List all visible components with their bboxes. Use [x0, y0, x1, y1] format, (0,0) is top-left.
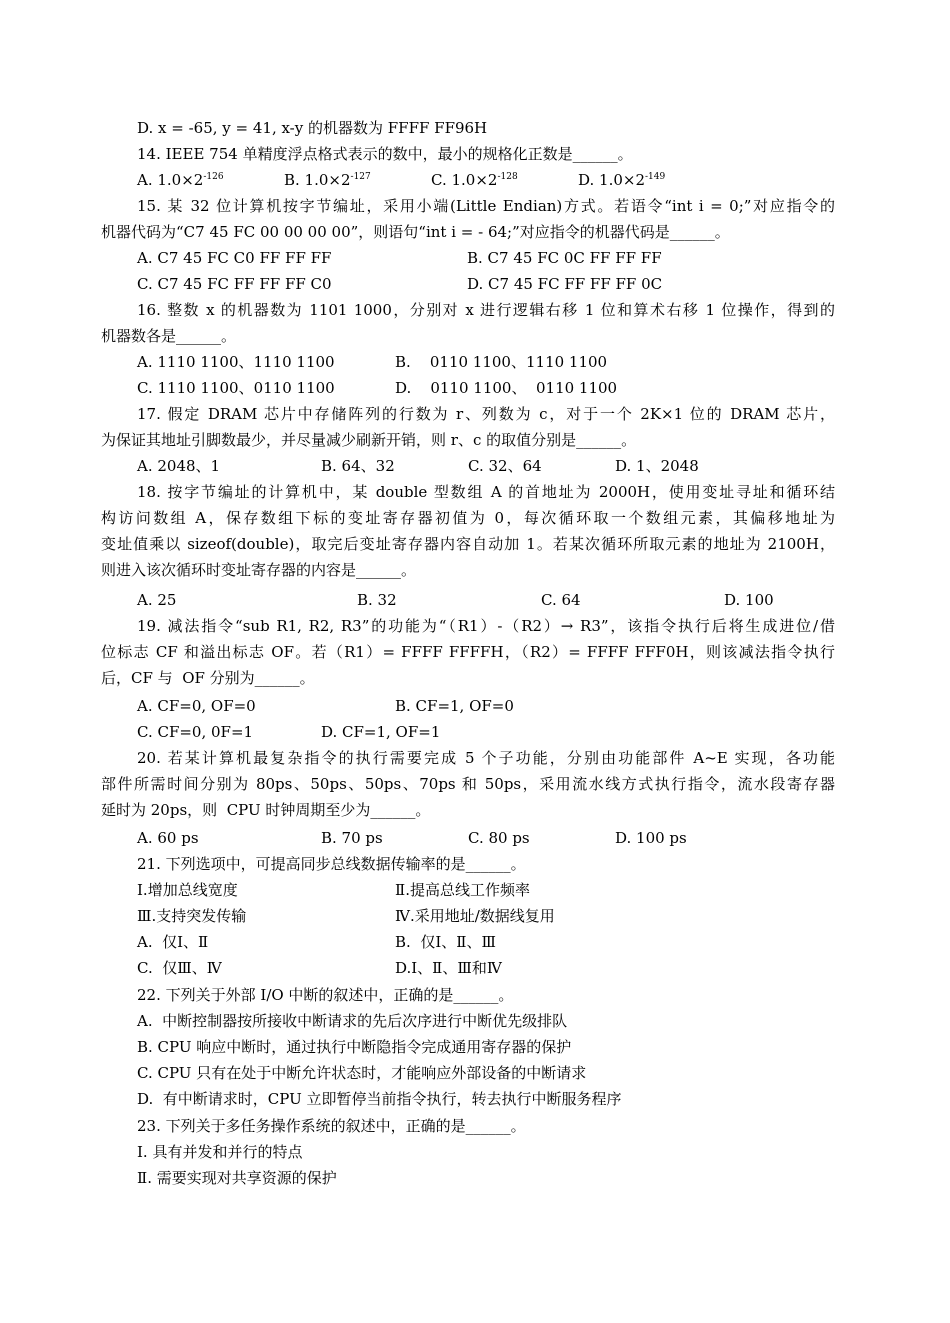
q21-option-b: B. 仅Ⅰ、Ⅱ、Ⅲ: [395, 933, 496, 951]
q23-item-2: Ⅱ. 需要实现对共享资源的保护: [137, 1169, 337, 1187]
q15-stem-line2: 机器代码为“C7 45 FC 00 00 00 00”，则语句“int i = - 64;”对应指令的机器代码是______。: [101, 223, 730, 241]
q18-option-a: A. 25: [137, 591, 177, 609]
q21-option-d: D.Ⅰ、Ⅱ、Ⅲ和Ⅳ: [395, 959, 502, 977]
q17-option-c: C. 32、64: [468, 457, 542, 475]
q23-stem: 23. 下列关于多任务操作系统的叙述中，正确的是______。: [137, 1117, 526, 1135]
q21-item-2: Ⅱ.提高总线工作频率: [395, 881, 530, 899]
q14-stem: 14. IEEE 754 单精度浮点格式表示的数中，最小的规格化正数是______。: [137, 145, 633, 163]
q18-option-d: D. 100: [724, 591, 774, 609]
q16-stem-line2: 机器数各是______。: [101, 327, 237, 345]
q22-option-b: B. CPU 响应中断时，通过执行中断隐指令完成通用寄存器的保护: [137, 1038, 572, 1056]
q18-option-c: C. 64: [541, 591, 581, 609]
q19-option-a: A. CF=0, OF=0: [137, 697, 256, 715]
q16-stem-line1: 16. 整数 x 的机器数为 1101 1000，分别对 x 进行逻辑右移 1 位和算术右移 1 位操作，得到的: [137, 301, 835, 319]
q16-option-b: B. 0110 1100、1110 1100: [395, 353, 608, 371]
q20-option-a: A. 60 ps: [137, 829, 199, 847]
q17-stem-line1: 17. 假定 DRAM 芯片中存储阵列的行数为 r、列数为 c，对于一个 2K×1 位的 DRAM 芯片，: [137, 405, 835, 423]
q22-stem: 22. 下列关于外部 I/O 中断的叙述中，正确的是______。: [137, 986, 514, 1004]
q17-option-a: A. 2048、1: [137, 457, 221, 475]
q14-option-c: C. $1.0\times 2^{-128}$: [431, 171, 518, 189]
q13-option-d: D. x = -65, y = 41, x-y 的机器数为 FFFF FF96H: [137, 119, 488, 137]
q21-option-c: C. 仅Ⅲ、Ⅳ: [137, 959, 222, 977]
q17-option-d: D. 1、2048: [615, 457, 699, 475]
q19-option-c: C. CF=0, 0F=1: [137, 723, 254, 741]
q21-item-4: Ⅳ.采用地址/数据线复用: [395, 907, 555, 925]
q22-option-a: A. 中断控制器按所接收中断请求的先后次序进行中断优先级排队: [137, 1012, 568, 1030]
q17-option-b: B. 64、32: [321, 457, 395, 475]
q18-stem-line3: 变址值乘以 sizeof(double)，取完后变址寄存器内容自动加 1。若某次循环所取元素的地址为 2100H，: [101, 535, 835, 553]
q14-option-d: D. $1.0\times 2^{-149}$: [578, 171, 666, 189]
q21-item-3: Ⅲ.支持突发传输: [137, 907, 247, 925]
q16-option-c: C. 1110 1100、0110 1100: [137, 379, 335, 397]
q15-option-c: C. C7 45 FC FF FF FF C0: [137, 275, 332, 293]
q23-item-1: Ⅰ. 具有并发和并行的特点: [137, 1143, 303, 1161]
q18-stem-line1: 18. 按字节编址的计算机中，某 double 型数组 A 的首地址为 2000H，使用变址寻址和循环结: [137, 483, 835, 501]
q14-option-a: A. $1.0\times 2^{-126}$: [137, 171, 224, 189]
q19-option-d: D. CF=1, OF=1: [321, 723, 441, 741]
q22-option-c: C. CPU 只有在处于中断允许状态时，才能响应外部设备的中断请求: [137, 1064, 587, 1082]
q18-option-b: B. 32: [357, 591, 397, 609]
q14-option-b: B. $1.0\times 2^{-127}$: [284, 171, 371, 189]
q19-stem-line2: 位标志 CF 和溢出标志 OF。若（R1）= FFFF FFFFH，（R2）= FFFF FFF0H，则该减法指令执行: [101, 643, 835, 661]
q19-stem-line1: 19. 减法指令“sub R1, R2, R3”的功能为“（R1）-（R2）→ R3”，该指令执行后将生成进位/借: [137, 617, 835, 635]
q20-stem-line1: 20. 若某计算机最复杂指令的执行需要完成 5 个子功能，分别由功能部件 A~E 实现，各功能: [137, 749, 835, 767]
q15-option-b: B. C7 45 FC 0C FF FF FF: [467, 249, 662, 267]
q21-option-a: A. 仅Ⅰ、Ⅱ: [137, 933, 209, 951]
q19-option-b: B. CF=1, OF=0: [395, 697, 514, 715]
q16-option-a: A. 1110 1100、1110 1100: [137, 353, 335, 371]
q20-option-d: D. 100 ps: [615, 829, 687, 847]
q21-stem: 21. 下列选项中，可提高同步总线数据传输率的是______。: [137, 855, 526, 873]
q15-option-d: D. C7 45 FC FF FF FF 0C: [467, 275, 663, 293]
q16-option-d: D. 0110 1100、 0110 1100: [395, 379, 618, 397]
q21-item-1: Ⅰ.增加总线宽度: [137, 881, 238, 899]
q20-stem-line3: 延时为 20ps，则 CPU 时钟周期至少为______。: [101, 801, 431, 819]
q17-stem-line2: 为保证其地址引脚数最少，并尽量减少刷新开销，则 r、c 的取值分别是______。: [101, 431, 637, 449]
q18-stem-line2: 构访问数组 A，保存数组下标的变址寄存器初值为 0，每次循环取一个数组元素，其偏移地址为: [101, 509, 835, 527]
q20-stem-line2: 部件所需时间分别为 80ps、50ps、50ps、70ps 和 50ps，采用流水线方式执行指令，流水段寄存器: [101, 775, 835, 793]
q20-option-b: B. 70 ps: [321, 829, 383, 847]
q19-stem-line3: 后，CF 与 OF 分别为______。: [101, 669, 315, 687]
q20-option-c: C. 80 ps: [468, 829, 530, 847]
q15-option-a: A. C7 45 FC C0 FF FF FF: [137, 249, 332, 267]
q22-option-d: D. 有中断请求时，CPU 立即暂停当前指令执行，转去执行中断服务程序: [137, 1090, 622, 1108]
q18-stem-line4: 则进入该次循环时变址寄存器的内容是______。: [101, 561, 417, 579]
q15-stem-line1: 15. 某 32 位计算机按字节编址，采用小端(Little Endian)方式。若语令“int i = 0;”对应指令的: [137, 197, 835, 215]
